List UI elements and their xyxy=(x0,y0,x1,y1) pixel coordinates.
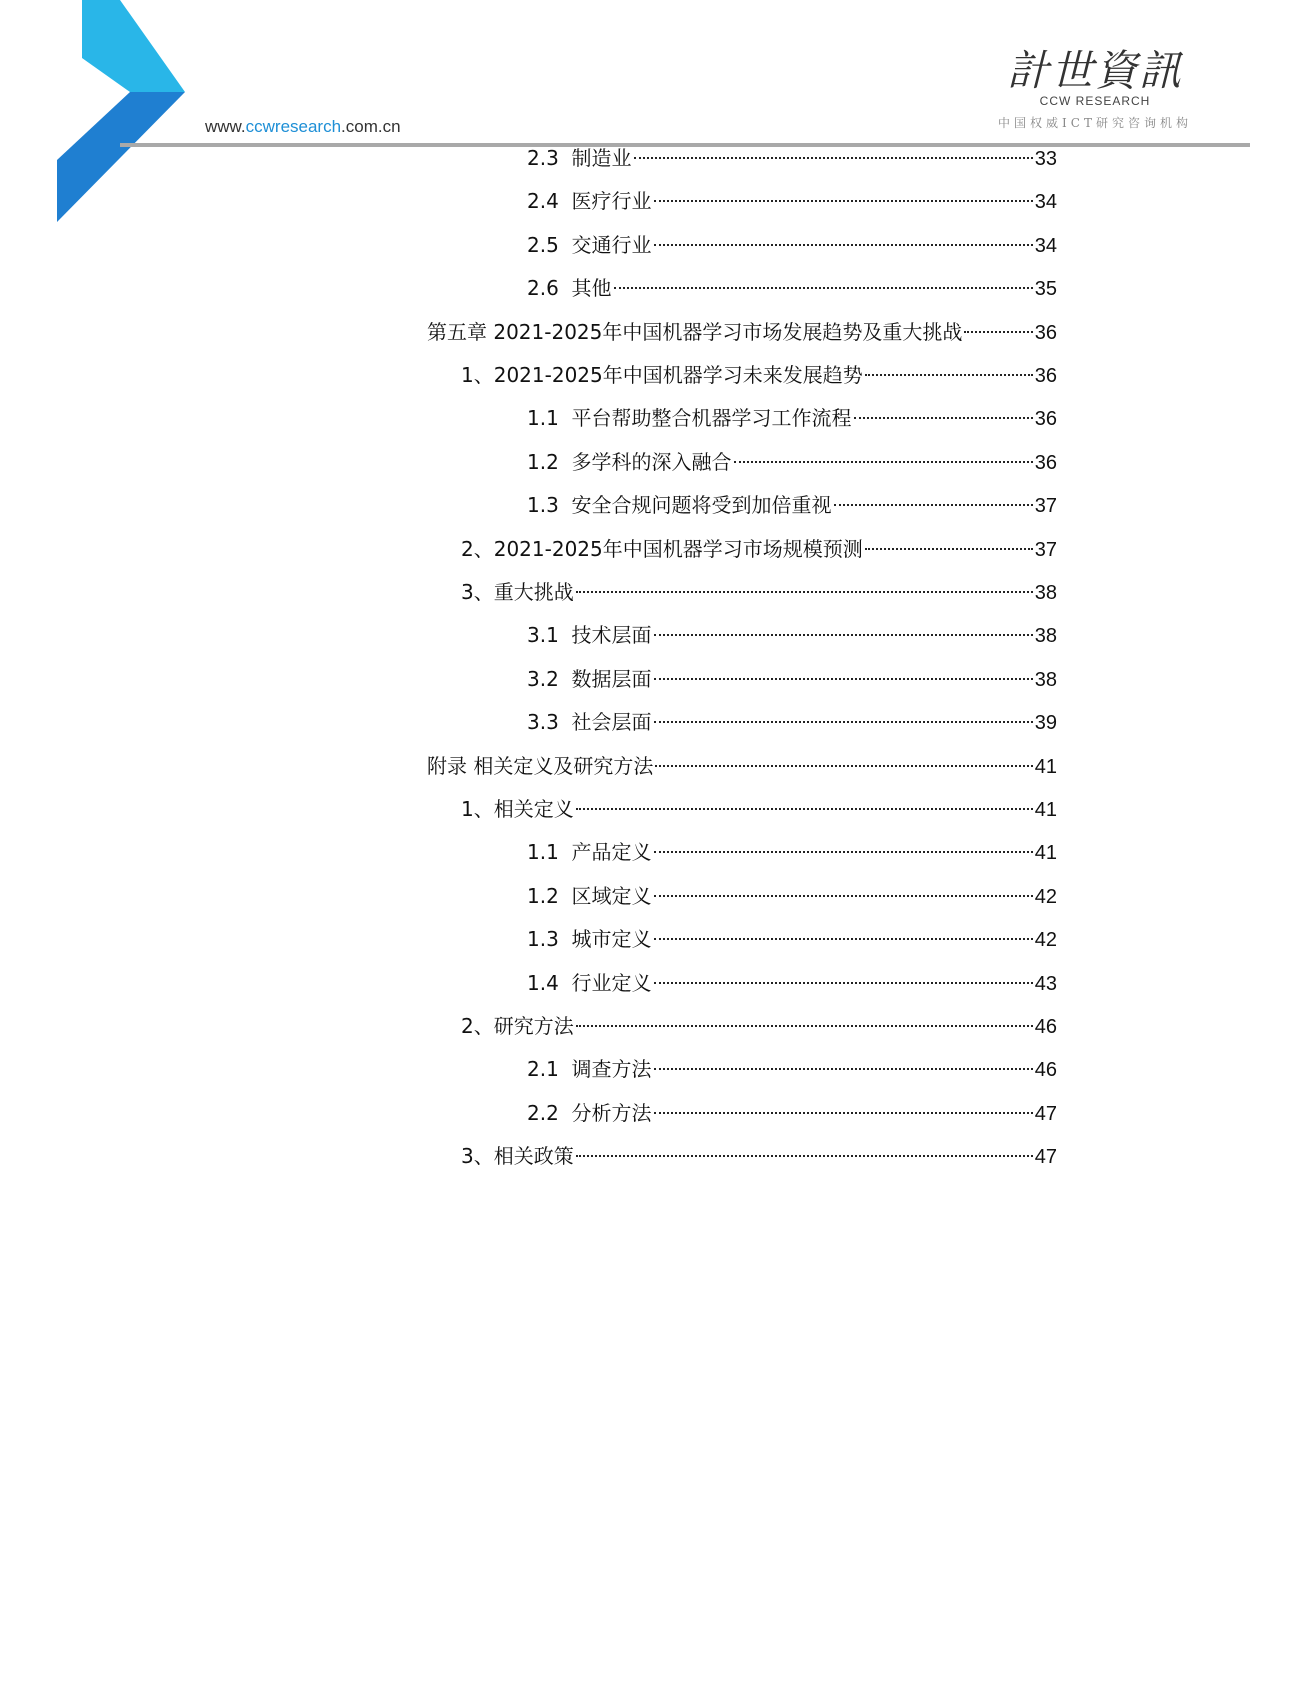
toc-entry-label: 2、2021-2025年中国机器学习市场规模预测 xyxy=(461,536,863,561)
toc-entry[interactable] xyxy=(427,317,1057,347)
toc-page-number: 46 xyxy=(1034,1016,1057,1038)
toc-dot-leader xyxy=(654,895,1033,897)
toc-dot-leader xyxy=(654,634,1033,636)
brand-name-cn: 計世資訊 xyxy=(1006,46,1183,95)
toc-entry-label: 3.3 社会层面 xyxy=(527,710,652,735)
toc-dot-leader xyxy=(634,157,1033,159)
toc-entry-label: 2.2 分析方法 xyxy=(527,1100,652,1125)
toc-dot-leader xyxy=(654,982,1033,984)
toc-page-number: 42 xyxy=(1034,929,1057,952)
toc-dot-leader xyxy=(654,678,1033,680)
toc-entry-label: 2.4 医疗行业 xyxy=(527,189,652,214)
toc-entry-label: 2.5 交通行业 xyxy=(527,232,652,257)
toc-entry[interactable] xyxy=(527,143,1057,173)
toc-page-number: 41 xyxy=(1034,842,1057,865)
toc-page-number: 46 xyxy=(1034,1059,1057,1082)
toc-entry[interactable] xyxy=(527,664,1057,694)
toc-dot-leader xyxy=(654,244,1033,246)
toc-entry-label: 3、相关政策 xyxy=(461,1144,574,1169)
toc-entry[interactable] xyxy=(527,837,1057,867)
toc-dot-leader xyxy=(734,461,1033,463)
toc-dot-leader xyxy=(654,200,1033,202)
toc-entry[interactable] xyxy=(527,881,1057,911)
toc-entry[interactable] xyxy=(527,403,1057,433)
toc-page-number: 36 xyxy=(1034,365,1057,387)
toc-dot-leader xyxy=(834,504,1033,506)
toc-dot-leader xyxy=(865,548,1033,550)
arrow-upper-shape xyxy=(82,0,185,92)
toc-dot-leader xyxy=(964,331,1032,333)
toc-entry[interactable] xyxy=(527,447,1057,477)
toc-page-number: 36 xyxy=(1034,408,1057,431)
toc-page-number: 47 xyxy=(1034,1146,1057,1169)
toc-entry-label: 2、研究方法 xyxy=(461,1014,574,1038)
toc-entry-label: 1.2 区域定义 xyxy=(527,883,652,908)
site-url[interactable] xyxy=(205,117,401,137)
toc-page-number: 47 xyxy=(1034,1102,1057,1125)
toc-entry-label: 3.2 数据层面 xyxy=(527,666,652,691)
toc-page-number: 36 xyxy=(1034,321,1057,344)
toc-entry-label: 1、2021-2025年中国机器学习未来发展趋势 xyxy=(461,363,863,387)
toc-entry-label: 1.4 行业定义 xyxy=(527,970,652,995)
toc-page-number: 35 xyxy=(1034,278,1057,301)
toc-entry-label: 1.2 多学科的深入融合 xyxy=(527,449,732,474)
toc-entry-label: 1.1 产品定义 xyxy=(527,840,652,865)
toc-dot-leader xyxy=(854,417,1033,419)
toc-entry-label: 2.6 其他 xyxy=(527,276,612,301)
toc-dot-leader xyxy=(655,765,1032,767)
url-suffix: .com.cn xyxy=(341,117,401,136)
toc-page-number: 41 xyxy=(1034,799,1057,821)
toc-page-number: 36 xyxy=(1034,451,1057,474)
brand-tagline: 中国权威ICT研究咨询机构 xyxy=(998,116,1192,130)
toc-entry-label: 第五章 2021-2025年中国机器学习市场发展趋势及重大挑战 xyxy=(427,319,963,344)
toc-entry-label: 2.3 制造业 xyxy=(527,146,632,170)
toc-dot-leader xyxy=(865,374,1033,376)
toc-page-number: 37 xyxy=(1034,538,1057,561)
toc-entry[interactable] xyxy=(527,707,1057,737)
toc-dot-leader xyxy=(576,1155,1033,1157)
toc-entry[interactable] xyxy=(461,534,1057,564)
toc-entry-label: 1.1 平台帮助整合机器学习工作流程 xyxy=(527,406,852,431)
toc-dot-leader xyxy=(576,808,1033,810)
url-prefix: www. xyxy=(205,117,246,136)
toc-entry-label: 2.1 调查方法 xyxy=(527,1057,652,1082)
toc-entry[interactable] xyxy=(527,968,1057,998)
url-highlight: ccwresearch xyxy=(245,117,342,136)
toc-page-number: 37 xyxy=(1034,495,1057,518)
toc-entry[interactable] xyxy=(461,1011,1057,1041)
toc-entry[interactable] xyxy=(527,186,1057,216)
toc-dot-leader xyxy=(654,938,1033,940)
toc-entry[interactable] xyxy=(427,751,1057,781)
toc-entry-label: 附录 相关定义及研究方法 xyxy=(427,753,654,778)
toc-entry[interactable] xyxy=(527,230,1057,260)
toc-page-number: 38 xyxy=(1034,625,1057,648)
toc-entry[interactable] xyxy=(527,924,1057,954)
arrow-lower-shape xyxy=(57,92,185,222)
toc-page-number: 42 xyxy=(1034,885,1057,908)
toc-dot-leader xyxy=(576,591,1033,593)
toc-entry[interactable] xyxy=(461,577,1057,607)
toc-entry[interactable] xyxy=(527,490,1057,520)
toc-entry[interactable] xyxy=(527,273,1057,303)
toc-entry[interactable] xyxy=(461,794,1057,824)
toc-entry-label: 1.3 安全合规问题将受到加倍重视 xyxy=(527,493,832,518)
toc-page-number: 43 xyxy=(1034,972,1057,995)
toc-page-number: 34 xyxy=(1034,234,1057,257)
toc-page-number: 38 xyxy=(1034,668,1057,691)
toc-page-number: 34 xyxy=(1034,191,1057,214)
toc-dot-leader xyxy=(654,721,1033,723)
toc-page-number: 41 xyxy=(1034,755,1057,778)
brand-logo xyxy=(985,48,1205,131)
brand-name-en: CCW RESEARCH xyxy=(1039,94,1151,108)
toc-entry-label: 3.1 技术层面 xyxy=(527,623,652,648)
toc-entry[interactable] xyxy=(527,1054,1057,1084)
toc-entry-label: 3、重大挑战 xyxy=(461,580,574,604)
toc-page-number: 39 xyxy=(1034,712,1057,735)
toc-entry[interactable] xyxy=(461,360,1057,390)
toc-dot-leader xyxy=(654,851,1033,853)
corner-arrow-logo xyxy=(0,0,190,230)
toc-dot-leader xyxy=(576,1025,1033,1027)
toc-entry[interactable] xyxy=(461,1141,1057,1171)
toc-entry[interactable] xyxy=(527,620,1057,650)
toc-dot-leader xyxy=(654,1112,1033,1114)
toc-entry[interactable] xyxy=(527,1098,1057,1128)
toc-page-number: 33 xyxy=(1034,148,1057,170)
toc-dot-leader xyxy=(654,1068,1033,1070)
toc-entry-label: 1.3 城市定义 xyxy=(527,927,652,952)
toc-dot-leader xyxy=(614,287,1033,289)
toc-entry-label: 1、相关定义 xyxy=(461,797,574,821)
toc-page-number: 38 xyxy=(1034,582,1057,604)
